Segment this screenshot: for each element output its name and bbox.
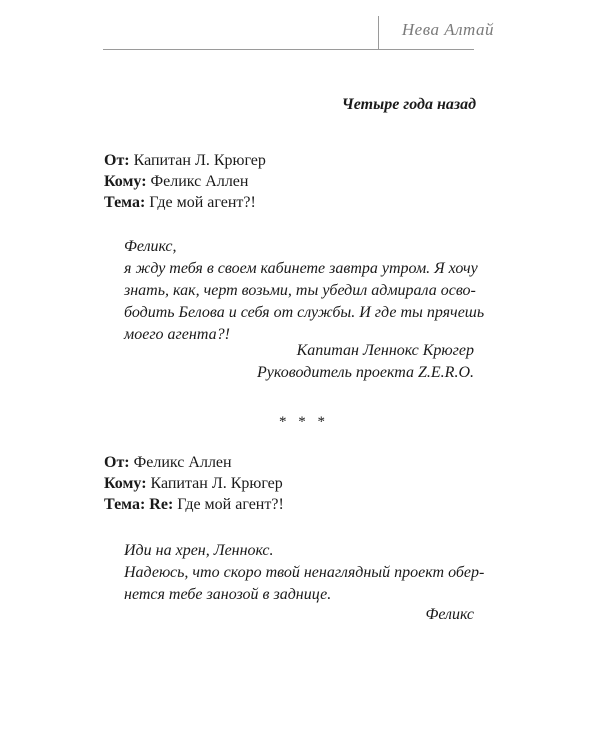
email1-subject-line (104, 192, 256, 213)
email1-signature-name: Капитан Леннокс Крюгер (296, 342, 474, 359)
email1-greeting: Феликс, (124, 238, 177, 255)
email1-body (124, 236, 485, 346)
email2-signature-name: Феликс (425, 606, 474, 623)
email1-to-line (104, 171, 248, 192)
email1-body-line: я жду тебя в своем кабинете завтра утром. Я хочу (124, 260, 478, 277)
email1-to-value: Феликс Аллен (150, 173, 249, 190)
email1-subject-value: Где мой агент?! (149, 194, 256, 211)
section-separator: * * * (279, 414, 329, 430)
email2-from-value: Феликс Аллен (133, 454, 232, 471)
email1-body-line: знать, как, черт возьми, ты убедил адмирала осво- (124, 282, 476, 299)
email2-body (124, 540, 485, 606)
email1-subject-label: Тема: (104, 194, 146, 211)
email2-to-label: Кому: (104, 475, 147, 492)
email1-signature-title: Руководитель проекта Z.E.R.O. (256, 364, 474, 381)
email2-from-line (104, 452, 232, 473)
email1-body-line: бодить Белова и себя от службы. И где ты прячешь (124, 304, 485, 321)
email2-subject-prefix: Re: (149, 496, 174, 513)
chapter-title: Четыре года назад (341, 96, 476, 113)
email2-body-line: Иди на хрен, Леннокс. (124, 542, 274, 559)
email1-from-label: От: (104, 152, 130, 169)
email1-body-line: моего агента?! (124, 326, 230, 343)
email2-from-label: От: (104, 454, 130, 471)
email2-body-line: Надеюсь, что скоро твой ненаглядный проект обер- (124, 564, 485, 581)
email2-subject-value: Где мой агент?! (177, 496, 284, 513)
email1-signature (257, 340, 474, 384)
email1-to-label: Кому: (104, 173, 147, 190)
email2-to-line (104, 473, 283, 494)
email2-body-line: нется тебе занозой в заднице. (124, 586, 332, 603)
email1-from-value: Капитан Л. Крюгер (133, 152, 266, 169)
email1-from-line (104, 150, 266, 171)
header-divider-line (103, 49, 474, 50)
running-header-author: Нева Алтай (401, 20, 494, 39)
header-divider-vertical (378, 16, 379, 50)
email2-to-value: Капитан Л. Крюгер (150, 475, 283, 492)
email2-subject-label: Тема: (104, 496, 146, 513)
email2-signature (425, 604, 474, 626)
email2-subject-line (104, 494, 284, 515)
